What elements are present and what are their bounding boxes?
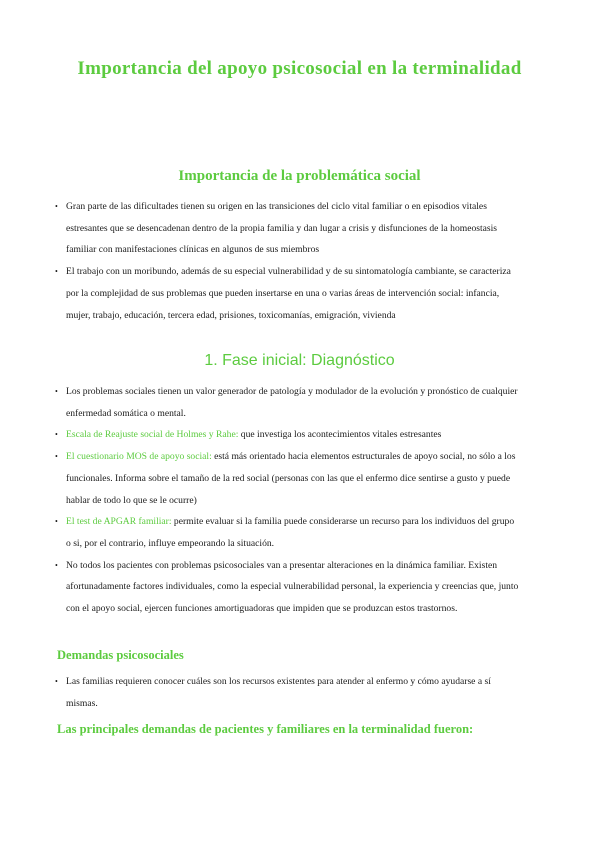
section1-list [57, 196, 519, 326]
section-heading-problematica-social: Importancia de la problemática social [178, 168, 421, 184]
list-item [57, 511, 519, 554]
list-item-text: que investiga los acontecimientos vitales estresantes [238, 429, 442, 441]
list-item: • No todos los pacientes con problemas psicosociales van a presentar alteraciones en la dinámica familiar. Existen afortunadamente factores individuales, como la especial vulnerabilidad personal, la experiencia y creencias que, junto con el apoyo social, ejercen funciones amortiguadoras que impiden que se produzcan estos trastornos. [57, 555, 519, 620]
list-item-text: está más orientado hacia elementos estructurales de apoyo social, no sólo a los funcionales. Informa sobre el tamaño de la red social (personas con las que el enfermo dice sentirse a gusto y puede hablar de todo lo que se le ocurre) [66, 451, 516, 506]
list-item: • El trabajo con un moribundo, además de su especial vulnerabilidad y de su sintomatología cambiante, se caracteriza por la complejidad de sus problemas que pueden insertarse en una o varias áreas de intervención social: infancia, mujer, trabajo, educación, tercera edad, prisiones, toxicomanías, emigración, vivienda [57, 261, 519, 326]
list-item: • Gran parte de las dificultades tienen su origen en las transiciones del ciclo vital familiar o en episodios vitales estresantes que se desencadenan dentro de la propia familia y dan lugar a crisis y disfunciones de la homeostasis familiar con manifestaciones clínicas en algunos de sus miembros [57, 196, 519, 261]
list-item: • Las familias requieren conocer cuáles son los recursos existentes para atender al enfermo y cómo ayudarse a sí mismas. [57, 671, 519, 714]
section3-list [57, 671, 519, 714]
section-heading-demandas-psicosociales: Demandas psicosociales [57, 648, 184, 662]
section-heading-principales-demandas: Las principales demandas de pacientes y familiares en la terminalidad fueron: [57, 722, 474, 736]
section2-list [57, 381, 519, 620]
section-heading-fase-inicial: 1. Fase inicial: Diagnóstico [204, 352, 395, 369]
list-item: • Los problemas sociales tienen un valor generador de patología y modulador de la evolución y pronóstico de cualquier enfermedad somática o mental. [57, 381, 519, 424]
holmes-rahe-link[interactable]: Escala de Reajuste social de Holmes y Rahe: [66, 429, 239, 441]
list-item [57, 424, 519, 446]
list-item [57, 446, 519, 511]
mos-questionnaire-link[interactable]: El cuestionario MOS de apoyo social: [66, 451, 212, 463]
list-item-text: permite evaluar si la familia puede considerarse un recurso para los individuos del grupo o si, por el contrario, influye empeorando la situación. [66, 516, 515, 549]
document-title: Importancia del apoyo psicosocial en la terminalidad [77, 58, 522, 79]
apgar-familiar-link[interactable]: El test de APGAR familiar: [66, 516, 172, 528]
